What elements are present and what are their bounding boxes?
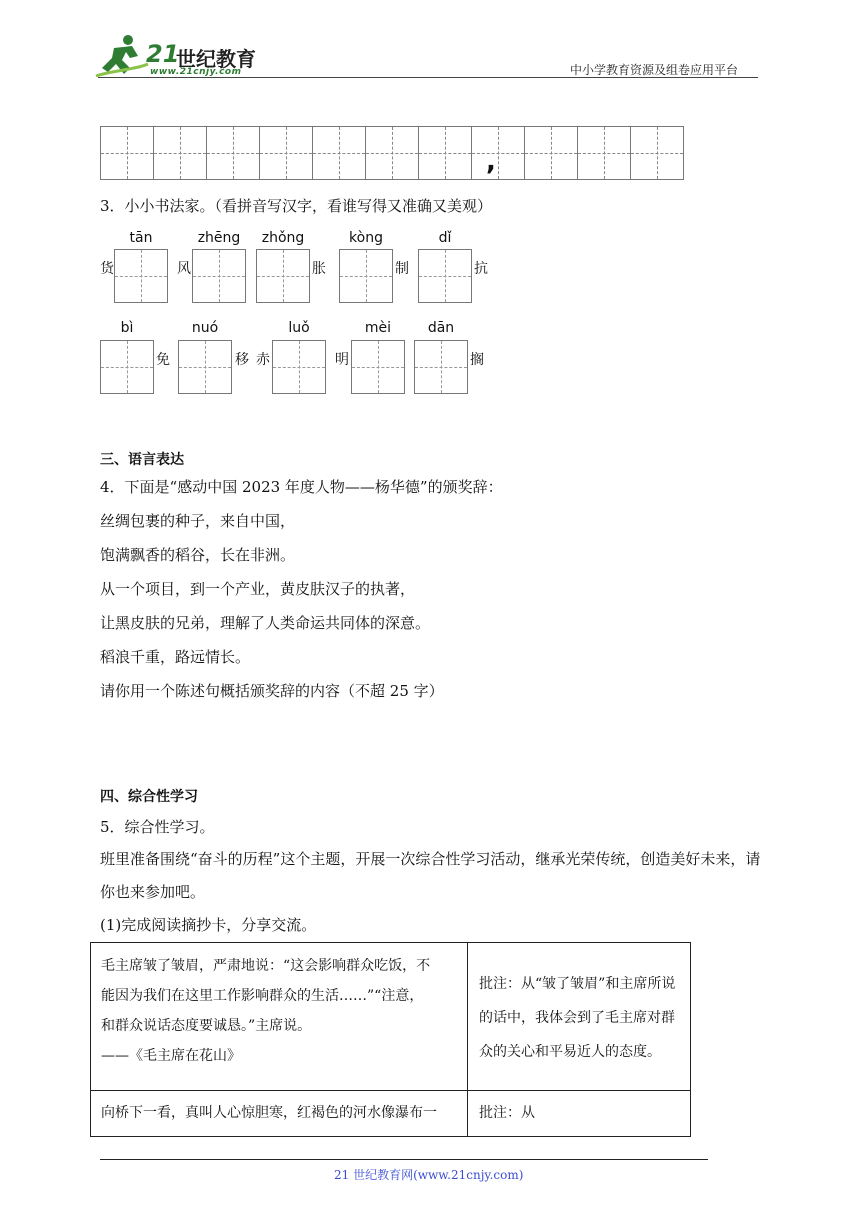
comma-mark: , xyxy=(486,147,496,177)
excerpt-line: 向桥下一看，真叫人心惊胆寒，红褐色的河水像瀑布一 xyxy=(101,1105,437,1121)
poem-line: 饱满飘香的稻谷，长在非洲。 xyxy=(100,546,296,564)
pinyin: kòng xyxy=(349,230,383,246)
poem-line: 稻浪千重，路远情长。 xyxy=(100,648,251,666)
q4-title: 4．下面是“感动中国 2023 年度人物——杨华德”的颁奖辞： xyxy=(100,478,503,496)
runner-logo-icon xyxy=(94,34,150,78)
grid-cell[interactable] xyxy=(154,127,207,179)
pinyin: bì xyxy=(120,320,134,336)
writing-box[interactable] xyxy=(272,340,326,394)
writing-box[interactable] xyxy=(339,249,393,303)
grid-cell[interactable] xyxy=(313,127,366,179)
writing-box[interactable] xyxy=(351,340,405,394)
poem-line: 从一个项目，到一个产业，黄皮肤汉子的执著， xyxy=(100,580,416,598)
pinyin: dān xyxy=(427,320,455,336)
q4-prompt: 请你用一个陈述句概括颁奖辞的内容（不超 25 字） xyxy=(100,682,444,700)
char-label: 抗 xyxy=(474,261,488,277)
q5-intro: 你也来参加吧。 xyxy=(100,883,206,901)
grid-cell[interactable] xyxy=(578,127,631,179)
logo-url: www.21cnjy.com xyxy=(150,67,242,77)
grid-cell[interactable] xyxy=(260,127,313,179)
grid-cell[interactable] xyxy=(207,127,260,179)
writing-box[interactable] xyxy=(178,340,232,394)
char-label: 搁 xyxy=(470,352,484,368)
table-divider xyxy=(91,1090,690,1091)
pinyin: dǐ xyxy=(438,230,452,246)
poem-line: 让黑皮肤的兄弟，理解了人类命运共同体的深意。 xyxy=(100,614,431,632)
pinyin: tān xyxy=(129,230,153,246)
header xyxy=(0,0,860,80)
pinyin: mèi xyxy=(364,320,392,336)
grid-cell[interactable] xyxy=(631,127,683,179)
q5-sub1: (1)完成阅读摘抄卡，分享交流。 xyxy=(100,916,317,934)
q3-title: 3．小小书法家。（看拼音写汉字，看谁写得又准确又美观） xyxy=(100,197,493,215)
poem-line: 丝绸包裹的种子，来自中国， xyxy=(100,512,296,530)
pinyin: nuó xyxy=(191,320,219,336)
char-label: 制 xyxy=(395,261,409,277)
writing-box[interactable] xyxy=(418,249,472,303)
excerpt-line: 能因为我们在这里工作影响群众的生活……”“注意， xyxy=(101,988,424,1004)
excerpt-line: 毛主席皱了皱眉，严肃地说：“这会影响群众吃饭，不 xyxy=(101,958,431,974)
char-label: 胀 xyxy=(312,261,326,277)
pinyin: luǒ xyxy=(288,320,310,336)
writing-box[interactable] xyxy=(414,340,468,394)
annotation-cell[interactable] xyxy=(479,967,675,1069)
annotation-cell[interactable]: 批注：从 xyxy=(479,1105,535,1121)
excerpt-table xyxy=(90,942,691,1137)
platform-title: 中小学教育资源及组卷应用平台 xyxy=(570,63,739,77)
q5-title: 5．综合性学习。 xyxy=(100,818,215,836)
char-label: 移 xyxy=(235,352,249,368)
pinyin: zhǒng xyxy=(261,230,305,246)
pinyin: zhēng xyxy=(197,230,241,246)
writing-box[interactable] xyxy=(100,340,154,394)
logo-text: 世纪教育 xyxy=(176,47,256,71)
grid-cell[interactable] xyxy=(101,127,154,179)
char-label: 赤 xyxy=(256,352,270,368)
grid-cell[interactable] xyxy=(419,127,472,179)
char-label: 免 xyxy=(156,352,170,368)
grid-cell[interactable] xyxy=(366,127,419,179)
section3-heading: 三、语言表达 xyxy=(100,452,184,468)
table-row xyxy=(101,951,430,1071)
footer-link[interactable]: 21 世纪教育网(www.21cnjy.com) xyxy=(334,1168,524,1182)
logo-number: 21 xyxy=(146,40,180,68)
writing-box[interactable] xyxy=(256,249,310,303)
grid-cell[interactable] xyxy=(525,127,578,179)
char-label: 风 xyxy=(177,261,191,277)
grid-cell[interactable] xyxy=(472,127,525,179)
annotation-line: 的话中，我体会到了毛主席对群 xyxy=(479,1010,675,1026)
writing-box[interactable] xyxy=(192,249,246,303)
annotation-line: 众的关心和平易近人的态度。 xyxy=(479,1044,661,1060)
writing-box[interactable] xyxy=(114,249,168,303)
header-divider xyxy=(98,77,758,78)
footer-divider xyxy=(100,1159,708,1160)
q5-intro: 班里准备围绕“奋斗的历程”这个主题，开展一次综合性学习活动，继承光荣传统，创造美好未来，请 xyxy=(100,850,761,868)
writing-grid[interactable] xyxy=(100,126,684,180)
excerpt-line: 和群众说话态度要诚恳。”主席说。 xyxy=(101,1018,312,1034)
table-divider xyxy=(467,943,468,1136)
section4-heading: 四、综合性学习 xyxy=(100,789,198,805)
excerpt-source: ——《毛主席在花山》 xyxy=(101,1048,241,1064)
annotation-line: 批注：从“皱了皱眉”和主席所说 xyxy=(479,976,676,992)
char-label: 明 xyxy=(335,352,349,368)
char-label: 货 xyxy=(100,261,114,277)
